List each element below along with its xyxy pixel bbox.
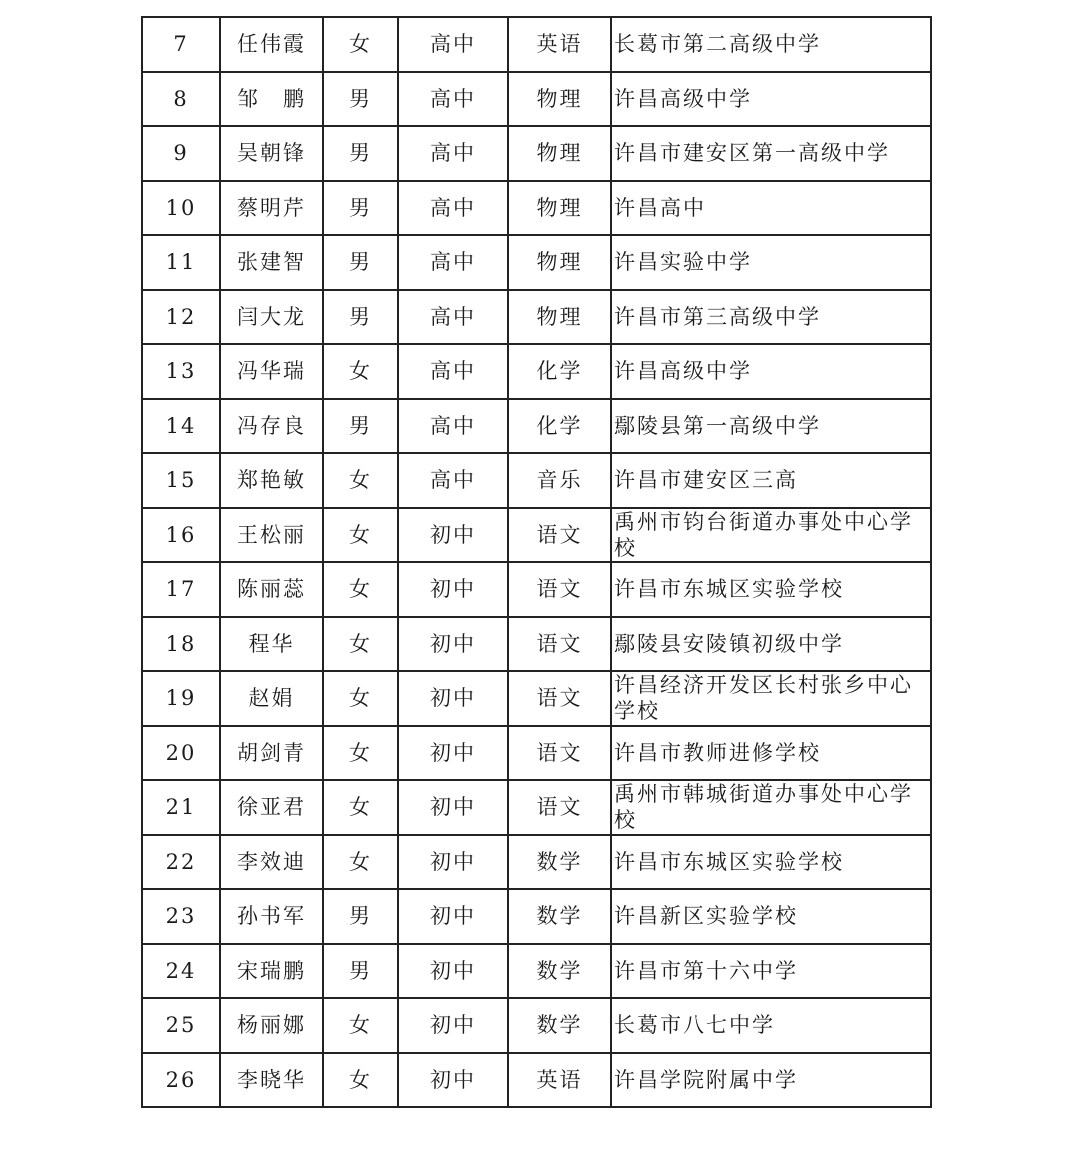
cell-name: 王松丽	[220, 508, 323, 563]
cell-school-level: 初中	[398, 508, 508, 563]
cell-school: 许昌高级中学	[611, 344, 931, 399]
table-row	[142, 126, 931, 181]
table-row	[142, 671, 931, 726]
cell-name: 程华	[220, 617, 323, 672]
table-row	[142, 726, 931, 781]
cell-school: 许昌高中	[611, 181, 931, 236]
cell-gender: 女	[323, 1053, 398, 1108]
cell-school-level: 初中	[398, 998, 508, 1053]
cell-subject: 语文	[508, 508, 611, 563]
cell-number: 13	[142, 344, 220, 399]
cell-gender: 男	[323, 72, 398, 127]
cell-school: 禹州市钧台街道办事处中心学校	[611, 508, 931, 563]
table-row	[142, 344, 931, 399]
cell-school-level: 初中	[398, 726, 508, 781]
cell-school: 鄢陵县安陵镇初级中学	[611, 617, 931, 672]
cell-school: 许昌新区实验学校	[611, 889, 931, 944]
cell-school: 许昌实验中学	[611, 235, 931, 290]
cell-school-level: 高中	[398, 17, 508, 72]
cell-subject: 物理	[508, 126, 611, 181]
cell-school-level: 高中	[398, 72, 508, 127]
cell-subject: 化学	[508, 399, 611, 454]
table-row	[142, 835, 931, 890]
cell-name: 陈丽蕊	[220, 562, 323, 617]
cell-number: 19	[142, 671, 220, 726]
cell-gender: 女	[323, 671, 398, 726]
cell-school: 鄢陵县第一高级中学	[611, 399, 931, 454]
table-row	[142, 235, 931, 290]
cell-name: 李晓华	[220, 1053, 323, 1108]
cell-name: 宋瑞鹏	[220, 944, 323, 999]
cell-name: 冯华瑞	[220, 344, 323, 399]
cell-gender: 男	[323, 944, 398, 999]
cell-school-level: 初中	[398, 780, 508, 835]
cell-gender: 女	[323, 998, 398, 1053]
table-row	[142, 944, 931, 999]
cell-name: 任伟霞	[220, 17, 323, 72]
cell-number: 7	[142, 17, 220, 72]
cell-subject: 化学	[508, 344, 611, 399]
cell-subject: 物理	[508, 181, 611, 236]
cell-school-level: 高中	[398, 399, 508, 454]
cell-subject: 数学	[508, 889, 611, 944]
cell-name: 徐亚君	[220, 780, 323, 835]
cell-number: 23	[142, 889, 220, 944]
cell-subject: 数学	[508, 835, 611, 890]
cell-subject: 数学	[508, 944, 611, 999]
cell-school-level: 高中	[398, 181, 508, 236]
cell-gender: 女	[323, 17, 398, 72]
cell-school: 许昌市建安区三高	[611, 453, 931, 508]
cell-number: 24	[142, 944, 220, 999]
cell-gender: 女	[323, 453, 398, 508]
cell-school: 许昌高级中学	[611, 72, 931, 127]
cell-gender: 女	[323, 562, 398, 617]
cell-number: 18	[142, 617, 220, 672]
table-row	[142, 181, 931, 236]
table-row	[142, 453, 931, 508]
table-row	[142, 998, 931, 1053]
cell-gender: 男	[323, 889, 398, 944]
cell-subject: 语文	[508, 617, 611, 672]
cell-school-level: 高中	[398, 453, 508, 508]
cell-name: 蔡明芹	[220, 181, 323, 236]
table-row	[142, 508, 931, 563]
cell-school: 许昌市东城区实验学校	[611, 562, 931, 617]
table-row	[142, 72, 931, 127]
cell-number: 9	[142, 126, 220, 181]
cell-school: 长葛市第二高级中学	[611, 17, 931, 72]
cell-subject: 数学	[508, 998, 611, 1053]
cell-name: 闫大龙	[220, 290, 323, 345]
cell-number: 22	[142, 835, 220, 890]
cell-school: 许昌市第十六中学	[611, 944, 931, 999]
cell-gender: 男	[323, 290, 398, 345]
cell-number: 21	[142, 780, 220, 835]
table-row	[142, 290, 931, 345]
cell-subject: 语文	[508, 726, 611, 781]
cell-name: 邹 鹏	[220, 72, 323, 127]
cell-name: 胡剑青	[220, 726, 323, 781]
cell-gender: 女	[323, 835, 398, 890]
cell-name: 杨丽娜	[220, 998, 323, 1053]
cell-subject: 语文	[508, 780, 611, 835]
cell-school-level: 初中	[398, 671, 508, 726]
cell-subject: 语文	[508, 671, 611, 726]
cell-number: 10	[142, 181, 220, 236]
roster-body	[142, 17, 931, 1107]
table-row	[142, 617, 931, 672]
cell-number: 17	[142, 562, 220, 617]
cell-gender: 男	[323, 181, 398, 236]
cell-school-level: 高中	[398, 126, 508, 181]
cell-gender: 女	[323, 508, 398, 563]
cell-number: 11	[142, 235, 220, 290]
cell-subject: 音乐	[508, 453, 611, 508]
cell-school-level: 高中	[398, 344, 508, 399]
cell-school-level: 初中	[398, 944, 508, 999]
table-row	[142, 399, 931, 454]
cell-number: 20	[142, 726, 220, 781]
teacher-roster-table	[141, 16, 932, 1108]
cell-gender: 女	[323, 617, 398, 672]
cell-school: 许昌经济开发区长村张乡中心学校	[611, 671, 931, 726]
cell-school-level: 初中	[398, 1053, 508, 1108]
table-row	[142, 1053, 931, 1108]
cell-school-level: 初中	[398, 617, 508, 672]
cell-school: 许昌市建安区第一高级中学	[611, 126, 931, 181]
cell-subject: 物理	[508, 290, 611, 345]
cell-school-level: 初中	[398, 562, 508, 617]
cell-gender: 女	[323, 780, 398, 835]
cell-school-level: 初中	[398, 889, 508, 944]
cell-school: 许昌市东城区实验学校	[611, 835, 931, 890]
cell-number: 16	[142, 508, 220, 563]
cell-subject: 物理	[508, 72, 611, 127]
cell-subject: 语文	[508, 562, 611, 617]
cell-name: 吴朝锋	[220, 126, 323, 181]
cell-name: 李效迪	[220, 835, 323, 890]
cell-number: 26	[142, 1053, 220, 1108]
cell-gender: 男	[323, 126, 398, 181]
cell-number: 25	[142, 998, 220, 1053]
cell-gender: 男	[323, 399, 398, 454]
cell-number: 15	[142, 453, 220, 508]
cell-name: 张建智	[220, 235, 323, 290]
cell-number: 8	[142, 72, 220, 127]
cell-school-level: 高中	[398, 290, 508, 345]
cell-gender: 男	[323, 235, 398, 290]
cell-number: 12	[142, 290, 220, 345]
cell-gender: 女	[323, 344, 398, 399]
table-row	[142, 17, 931, 72]
table-row	[142, 889, 931, 944]
table-row	[142, 562, 931, 617]
cell-school-level: 高中	[398, 235, 508, 290]
cell-name: 赵娟	[220, 671, 323, 726]
cell-school: 禹州市韩城街道办事处中心学校	[611, 780, 931, 835]
cell-number: 14	[142, 399, 220, 454]
cell-school-level: 初中	[398, 835, 508, 890]
cell-school: 许昌学院附属中学	[611, 1053, 931, 1108]
cell-name: 郑艳敏	[220, 453, 323, 508]
table-row	[142, 780, 931, 835]
cell-subject: 英语	[508, 1053, 611, 1108]
cell-subject: 英语	[508, 17, 611, 72]
cell-subject: 物理	[508, 235, 611, 290]
cell-gender: 女	[323, 726, 398, 781]
cell-school: 许昌市教师进修学校	[611, 726, 931, 781]
cell-school: 长葛市八七中学	[611, 998, 931, 1053]
cell-name: 孙书军	[220, 889, 323, 944]
cell-school: 许昌市第三高级中学	[611, 290, 931, 345]
cell-name: 冯存良	[220, 399, 323, 454]
